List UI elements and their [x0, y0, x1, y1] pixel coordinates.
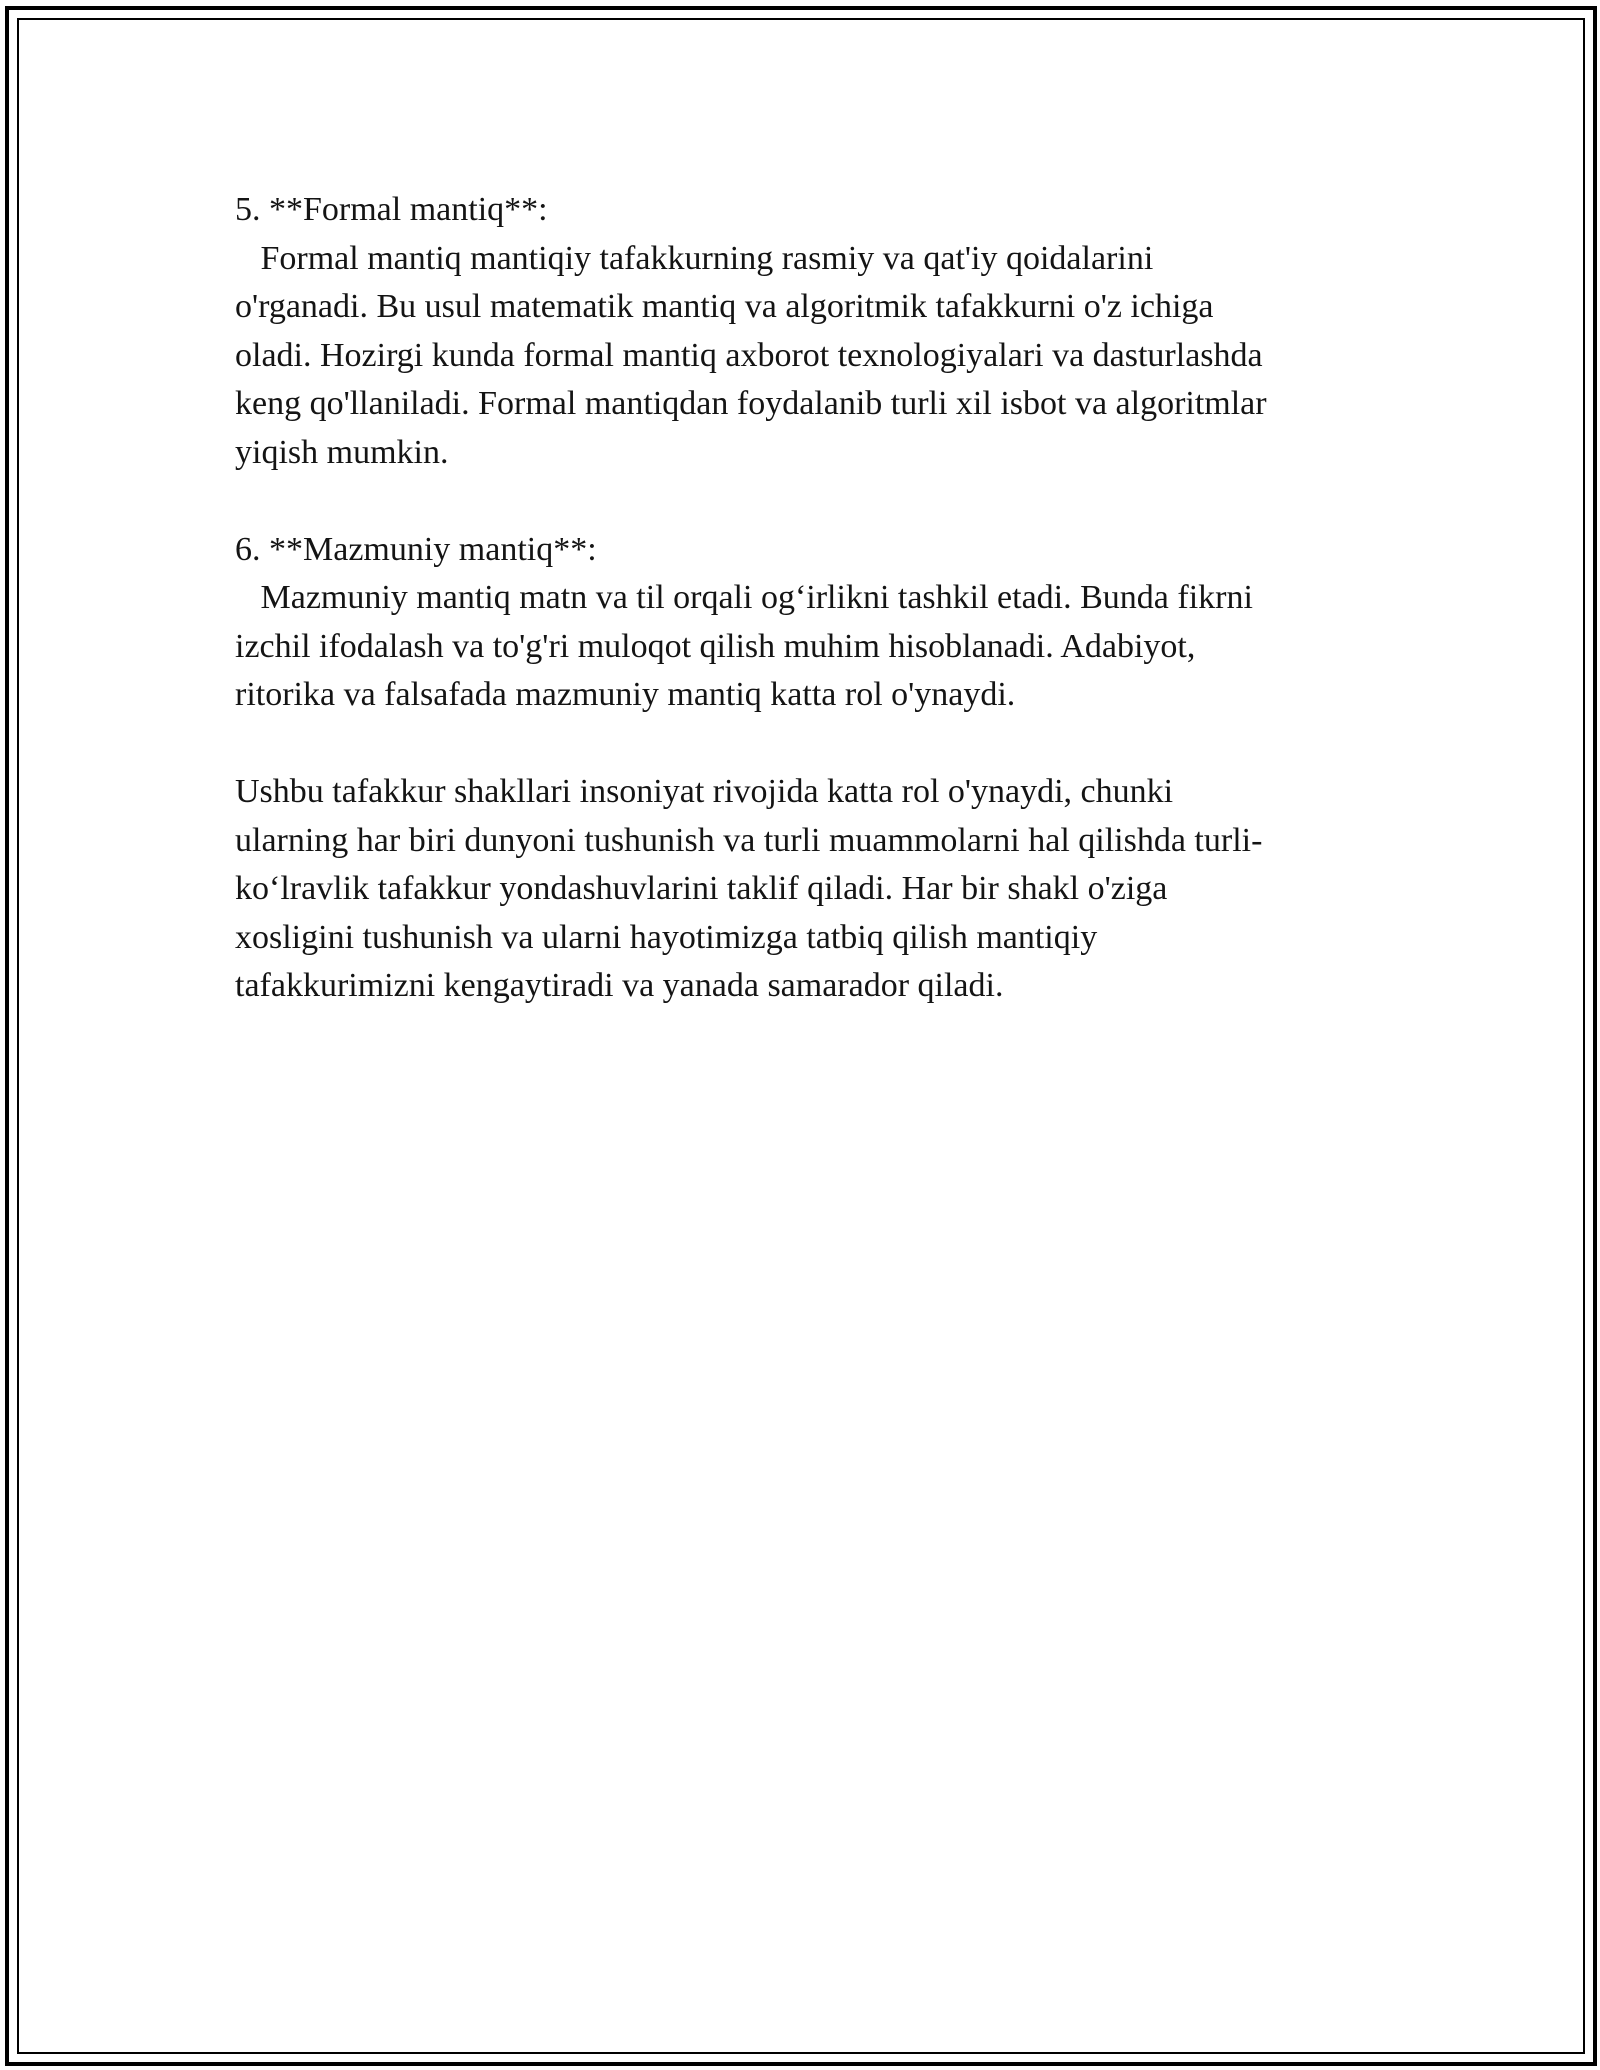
section-heading: 6. **Mazmuniy mantiq**:	[235, 530, 597, 568]
paragraph-line: Formal mantiq mantiqiy tafakkurning rasmiy va qat'iy qoidalarini	[235, 239, 1154, 277]
paragraph-line: yiqish mumkin.	[235, 433, 449, 471]
document-body	[235, 186, 1375, 1011]
paragraph-line: tafakkurimizni kengaytiradi va yanada samarador qiladi.	[235, 967, 1004, 1004]
section-conclusion	[235, 768, 1375, 1011]
paragraph-line: xosligini tushunish va ularni hayotimizga tatbiq qilish mantiqiy	[235, 918, 1098, 956]
section-mazmuniy-mantiq	[235, 526, 1375, 720]
section-formal-mantiq	[235, 186, 1375, 477]
paragraph-line: Mazmuniy mantiq matn va til orqali og‘irlikni tashkil etadi. Bunda fikrni	[235, 579, 1253, 616]
paragraph-line: ko‘lravlik tafakkur yondashuvlarini taklif qiladi. Har bir shakl o'ziga	[235, 870, 1168, 907]
paragraph-line: izchil ifodalash va to'g'ri muloqot qilish muhim hisoblanadi. Adabiyot,	[235, 627, 1196, 665]
paragraph-line: ularning har biri dunyoni tushunish va turli muammolarni hal qilishda turli-	[235, 821, 1263, 859]
paragraph-line: keng qo'llaniladi. Formal mantiqdan foydalanib turli xil isbot va algoritmlar	[235, 385, 1267, 422]
paragraph-line: ritorika va falsafada mazmuniy mantiq katta rol o'ynaydi.	[235, 676, 1016, 713]
section-heading: 5. **Formal mantiq**:	[235, 191, 548, 228]
paragraph-line: Ushbu tafakkur shakllari insoniyat rivojida katta rol o'ynaydi, chunki	[235, 773, 1174, 810]
paragraph-line: o'rganadi. Bu usul matematik mantiq va algoritmik tafakkurni o'z ichiga	[235, 288, 1214, 325]
paragraph-line: oladi. Hozirgi kunda formal mantiq axborot texnologiyalari va dasturlashda	[235, 336, 1263, 374]
